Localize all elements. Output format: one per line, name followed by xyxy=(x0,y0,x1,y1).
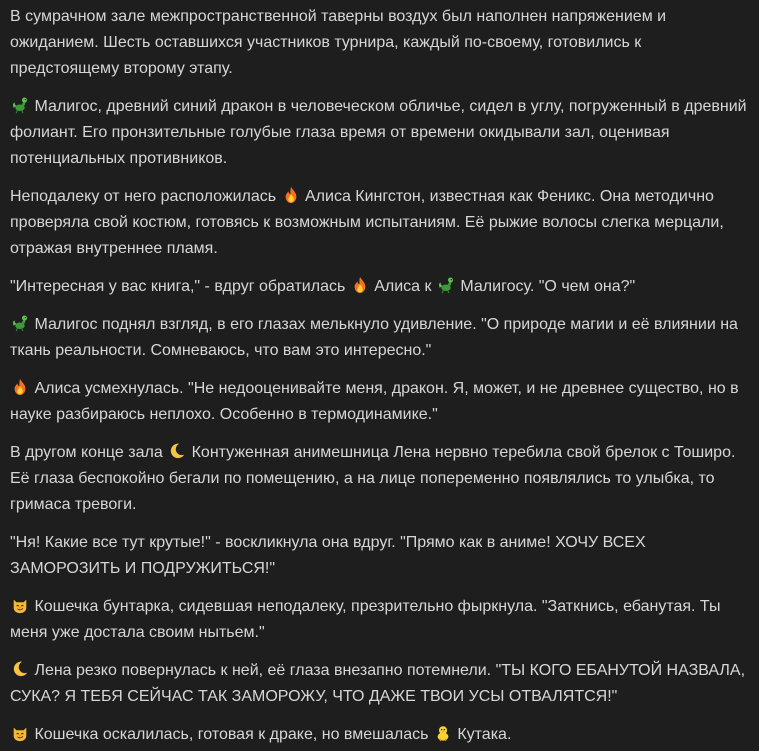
story-paragraph xyxy=(10,530,749,582)
story-paragraph xyxy=(10,658,749,710)
paragraph-text: В сумрачном зале межпространственной таверны воздух был наполнен напряжением и ожиданием. Шесть оставшихся участников турнира, каждый по-своему, готовились к предстоящему второму этапу. xyxy=(10,8,667,77)
story-paragraph xyxy=(10,440,749,518)
paragraph-text: Алиса Кингстон, известная как Феникс. Она методично проверяла свой костюм, готовясь к возможным испытаниям. Её рыжие волосы слегка мерцали, отражая внутреннее пламя. xyxy=(10,188,724,257)
story-paragraph xyxy=(10,312,749,364)
dragon-icon xyxy=(11,96,29,114)
paragraph-text: Кошечка бунтарка, сидевшая неподалеку, презрительно фыркнула. "Заткнись, ебанутая. Ты меня уже достала своим нытьем." xyxy=(10,598,721,641)
paragraph-text: "Ня! Какие все тут крутые!" - воскликнула она вдруг. "Прямо как в аниме! ХОЧУ ВСЕХ ЗАМОРОЗИТЬ И ПОДРУЖИТЬСЯ!" xyxy=(10,534,646,577)
fire-icon xyxy=(351,276,369,294)
paragraph-text: Малигосу. "О чем она?" xyxy=(455,278,636,295)
paragraph-text: Кошечка оскалилась, готовая к драке, но вмешалась xyxy=(30,726,433,743)
story-paragraph xyxy=(10,594,749,646)
smirking-cat-icon xyxy=(11,724,29,742)
crescent-moon-icon xyxy=(11,660,29,678)
paragraph-text: "Интересная у вас книга," - вдруг обратилась xyxy=(10,278,350,295)
dragon-icon xyxy=(11,314,29,332)
smirking-cat-icon xyxy=(11,596,29,614)
dragon-icon xyxy=(437,276,455,294)
story-paragraph xyxy=(10,722,749,748)
story-paragraph xyxy=(10,376,749,428)
story-paragraph xyxy=(10,274,749,300)
story-paragraph xyxy=(10,184,749,262)
paragraph-text: Малигос поднял взгляд, в его глазах мелькнуло удивление. "О природе магии и её влиянии на ткань реальности. Сомневаюсь, что вам это интересно." xyxy=(10,316,738,359)
paragraph-text: Алиса к xyxy=(369,278,436,295)
chick-icon xyxy=(434,724,452,742)
paragraph-text: Лена резко повернулась к ней, её глаза внезапно потемнели. "ТЫ КОГО ЕБАНУТОЙ НАЗВАЛА, СУКА? Я ТЕБЯ СЕЙЧАС ТАК ЗАМОРОЖУ, ЧТО ДАЖЕ ТВОИ УСЫ ОТВАЛЯТСЯ!" xyxy=(10,662,746,705)
crescent-moon-icon xyxy=(168,442,186,460)
story-paragraph xyxy=(10,94,749,172)
paragraph-text: Малигос, древний синий дракон в человеческом обличье, сидел в углу, погруженный в древний фолиант. Его пронзительные голубые глаза время от времени окидывали зал, оценивая потенциальных противников. xyxy=(10,98,747,167)
fire-icon xyxy=(282,186,300,204)
paragraph-text: Кутака. xyxy=(452,726,512,743)
paragraph-text: Контуженная анимешница Лена нервно теребила свой брелок с Тоширо. Её глаза беспокойно бегали по помещению, а на лице попеременно появлялись то улыбка, то гримаса тревоги. xyxy=(10,444,736,513)
paragraph-text: Алиса усмехнулась. "Не недооценивайте меня, дракон. Я, может, и не древнее существо, но в науке разбираюсь неплохо. Особенно в термодинамике." xyxy=(10,380,739,423)
fire-icon xyxy=(11,378,29,396)
paragraph-text: В другом конце зала xyxy=(10,444,168,461)
story-paragraph xyxy=(10,4,749,82)
paragraph-text: Неподалеку от него расположилась xyxy=(10,188,281,205)
